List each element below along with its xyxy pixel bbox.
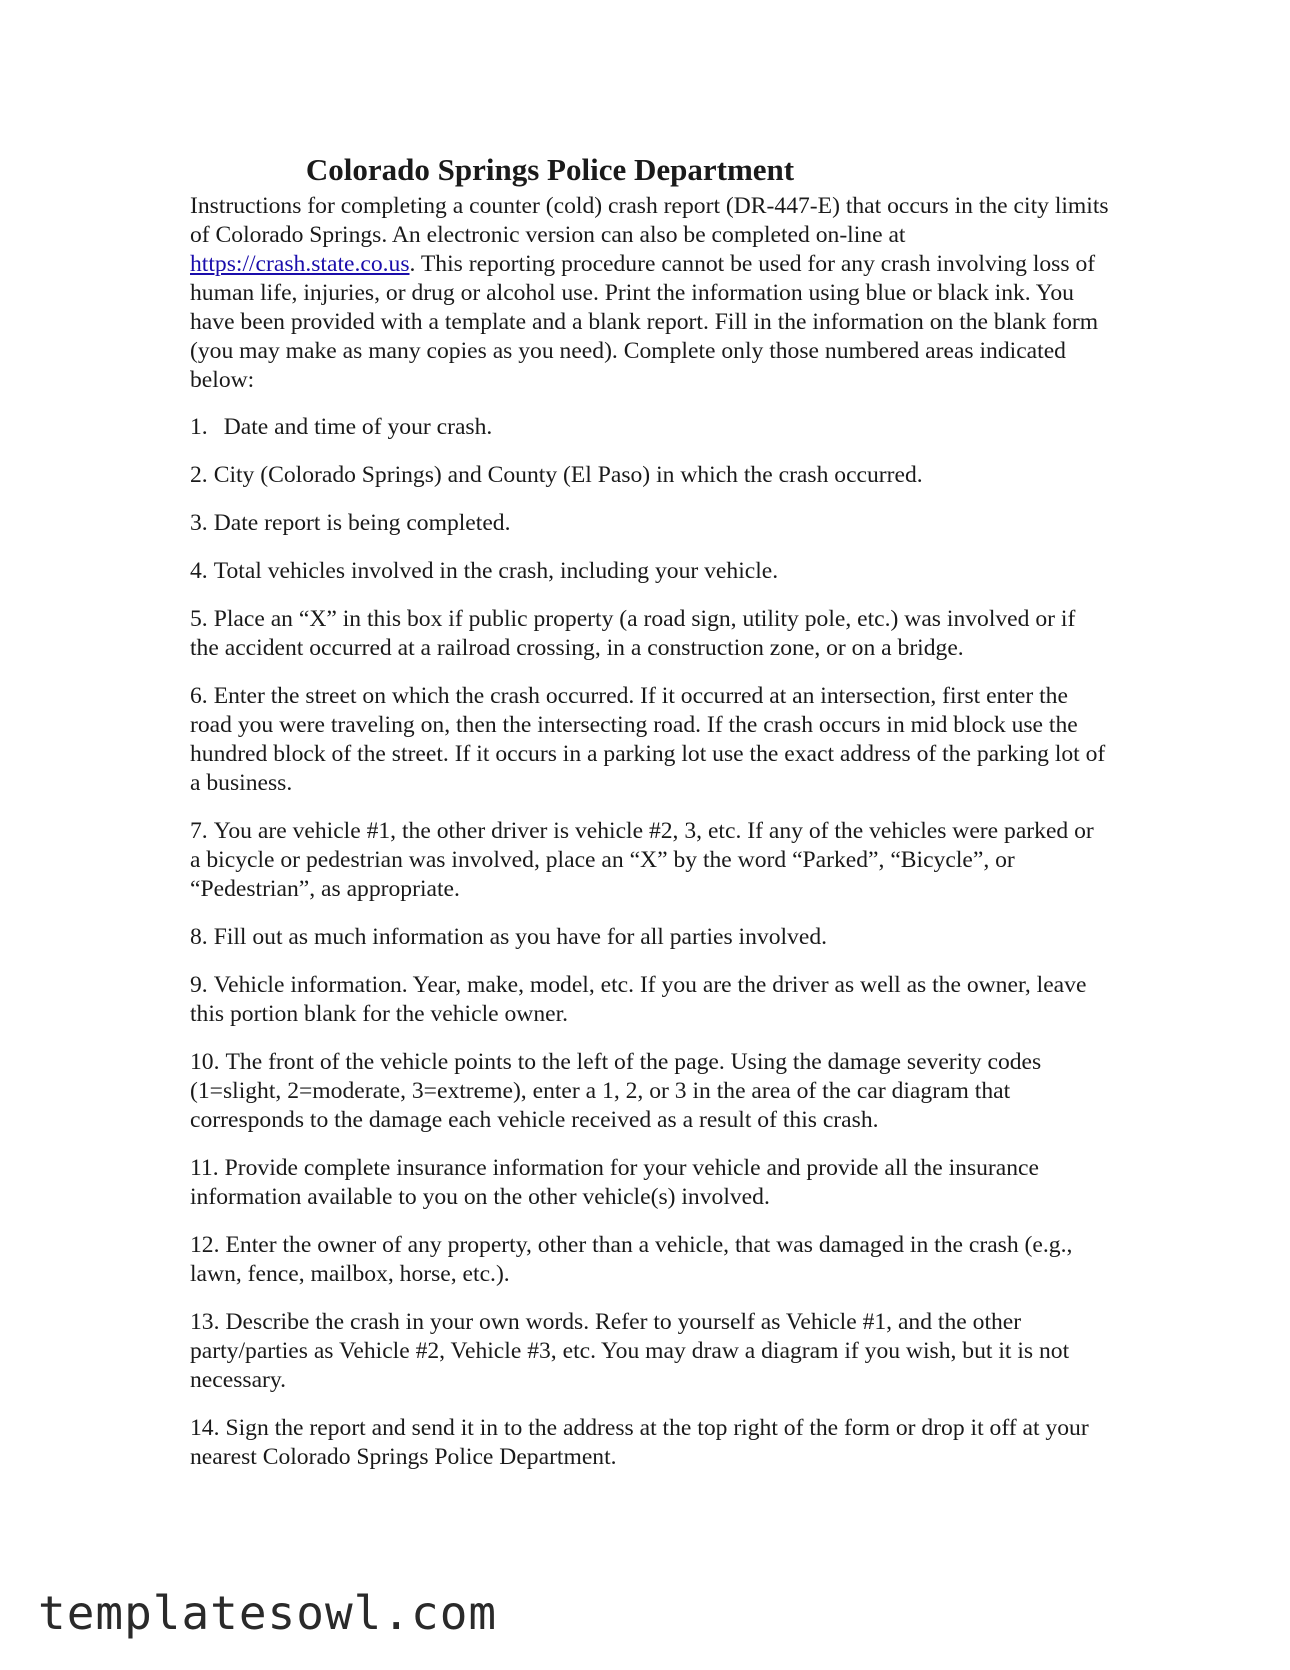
watermark: templatesowl.com: [38, 1586, 498, 1640]
intro-text-before-link: Instructions for completing a counter (cold) crash report (DR-447-E) that occurs in the city limits of Colorado Springs. An electronic version can also be completed on-line at: [190, 193, 1109, 248]
item-number: 3.: [190, 510, 208, 536]
intro-text-after-link: . This reporting procedure cannot be used for any crash involving loss of human life, injuries, or drug or alcohol use. Print the information using blue or black ink. You have been provided with a template and a blank report. Fill in the information on the blank form (you may make as many copies as you need). Complete only those numbered areas indicated below:: [190, 251, 1099, 393]
item-number: 4.: [190, 558, 208, 584]
item-number: 8.: [190, 924, 208, 950]
item-text: Date report is being completed.: [213, 510, 511, 536]
instruction-item-11: [190, 1154, 1110, 1212]
instruction-item-5: [190, 605, 1110, 663]
item-text: You are vehicle #1, the other driver is vehicle #2, 3, etc. If any of the vehicles were parked or a bicycle or pedestrian was involved, place an “X” by the word “Parked”, “Bicycle”, or “Pedestrian”, as appropriate.: [190, 818, 1094, 902]
item-number: 13.: [190, 1309, 220, 1335]
instruction-item-8: [190, 923, 1110, 952]
item-text: Sign the report and send it in to the address at the top right of the form or drop it off at your nearest Colorado Springs Police Department.: [190, 1415, 1089, 1470]
item-text: City (Colorado Springs) and County (El Paso) in which the crash occurred.: [213, 462, 923, 488]
item-number: 7.: [190, 818, 208, 844]
instruction-item-14: [190, 1414, 1110, 1472]
item-text: Enter the street on which the crash occurred. If it occurred at an intersection, first enter the road you were traveling on, then the intersecting road. If the crash occurs in mid block use the hundred block of the street. If it occurs in a parking lot use the exact address of the parking lot of a business.: [190, 683, 1106, 796]
instruction-item-1: [190, 413, 1110, 442]
instruction-item-9: [190, 971, 1110, 1029]
instruction-item-12: [190, 1231, 1110, 1289]
item-text: Vehicle information. Year, make, model, etc. If you are the driver as well as the owner, leave this portion blank for the vehicle owner.: [190, 972, 1087, 1027]
item-number: 5.: [190, 606, 208, 632]
item-number: 9.: [190, 972, 208, 998]
item-text: Date and time of your crash.: [223, 414, 493, 440]
instruction-item-2: [190, 461, 1110, 490]
document-page: [190, 150, 1110, 1491]
instruction-item-4: [190, 557, 1110, 586]
item-number: 14.: [190, 1415, 220, 1441]
intro-paragraph: [190, 192, 1110, 395]
instruction-item-7: [190, 817, 1110, 904]
item-number: 2.: [190, 462, 208, 488]
page-title: Colorado Springs Police Department: [305, 152, 795, 187]
crash-report-link[interactable]: https://crash.state.co.us: [190, 251, 410, 277]
item-text: Provide complete insurance information for your vehicle and provide all the insurance information available to you on the other vehicle(s) involved.: [190, 1155, 1039, 1210]
item-text: Describe the crash in your own words. Refer to yourself as Vehicle #1, and the other party/parties as Vehicle #2, Vehicle #3, etc. You may draw a diagram if you wish, but it is not necessary.: [190, 1309, 1070, 1393]
instruction-item-10: [190, 1048, 1110, 1135]
item-text: Total vehicles involved in the crash, including your vehicle.: [213, 558, 779, 584]
item-number: 12.: [190, 1232, 220, 1258]
item-text: The front of the vehicle points to the left of the page. Using the damage severity codes (1=slight, 2=moderate, 3=extreme), enter a 1, 2, or 3 in the area of the car diagram that corresponds to the damage each vehicle received as a result of this crash.: [190, 1049, 1042, 1133]
item-number: 1.: [190, 414, 208, 440]
item-text: Fill out as much information as you have for all parties involved.: [213, 924, 828, 950]
item-number: 11.: [190, 1155, 219, 1181]
instruction-item-3: [190, 509, 1110, 538]
instruction-item-13: [190, 1308, 1110, 1395]
item-text: Place an “X” in this box if public property (a road sign, utility pole, etc.) was involved or if the accident occurred at a railroad crossing, in a construction zone, or on a bridge.: [190, 606, 1076, 661]
item-text: Enter the owner of any property, other than a vehicle, that was damaged in the crash (e.g., lawn, fence, mailbox, horse, etc.).: [190, 1232, 1073, 1287]
item-number: 10.: [190, 1049, 220, 1075]
item-number: 6.: [190, 683, 208, 709]
instruction-item-6: [190, 682, 1110, 798]
